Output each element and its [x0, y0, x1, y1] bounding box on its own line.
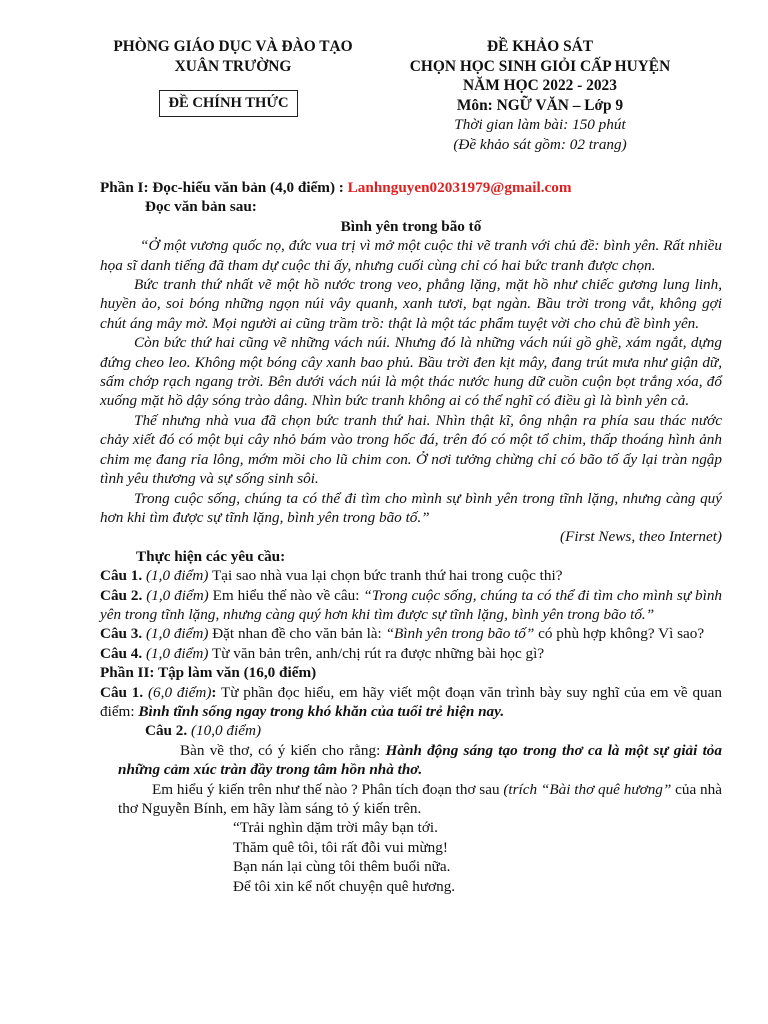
school-year: NĂM HỌC 2022 - 2023	[463, 77, 617, 94]
poem-excerpt	[100, 818, 722, 896]
essay-question-1-colon: :	[211, 683, 217, 701]
essay-question-2-source: (trích “Bài thơ quê hương”	[503, 780, 672, 798]
question-1-text: Tại sao nhà vua lại chọn bức tranh thứ hai trong cuộc thi?	[211, 567, 563, 585]
essay-question-1-label: Câu 1.	[100, 683, 144, 701]
question-1-label: Câu 1.	[100, 567, 143, 585]
story-paragraph-2: Bức tranh thứ nhất vẽ một hồ nước trong veo, phẳng lặng, mặt hồ như chiếc gương lung linh, huyền ảo, soi bóng những ngọn núi vây quanh, xanh tươi, bạt ngàn. Bầu trời trong vắt, không gợi chút áng mây mờ. Mọi người ai cũng trầm trồ: thật là một tác phẩm tuyệt vời cho chủ đề bình yên.	[100, 276, 722, 332]
question-4-points: (1,0 điểm)	[146, 644, 209, 662]
author-email: Lanhnguyen02031979@gmail.com	[347, 179, 572, 196]
exam-info-block	[384, 37, 696, 154]
story-source: (First News, theo Internet)	[560, 528, 722, 546]
question-1	[100, 566, 722, 585]
poem-line-3: Bạn nán lại cùng tôi thêm buổi nữa.	[233, 858, 451, 876]
question-4-text: Từ văn bản trên, anh/chị rút ra được những bài học gì?	[211, 644, 545, 662]
question-2-quote: “Trong cuộc sống, chúng ta có thể đi tìm cho mình sự bình yên trong tĩnh lặng, nhưng càng quý hơn khi tìm được sự tĩnh lặng, bình yên trong bão tố.”	[100, 586, 723, 623]
question-2-label: Câu 2.	[100, 586, 143, 604]
question-2	[100, 586, 722, 625]
essay-question-2-points: (10,0 điểm)	[191, 722, 262, 740]
story-title: Bình yên trong bão tố	[340, 217, 482, 235]
issuer-line-1: PHÒNG GIÁO DỤC VÀ ĐÀO TẠO	[113, 38, 353, 55]
essay-question-2-label: Câu 2.	[145, 722, 188, 740]
subject-grade: Môn: NGỮ VĂN – Lớp 9	[456, 96, 624, 114]
issuer-block	[100, 37, 366, 76]
essay-question-2-intro: Bàn về thơ, có ý kiến cho rằng:	[180, 741, 386, 759]
essay-question-1-emphasis: Bình tĩnh sống ngay trong khó khăn của tuổi trẻ hiện nay.	[138, 702, 505, 720]
part1-heading-line	[100, 178, 722, 197]
poem-line-4: Để tôi xin kể nốt chuyện quê hương.	[233, 877, 456, 895]
tasks-heading: Thực hiện các yêu cầu:	[136, 547, 286, 565]
poem-line-2: Thăm quê tôi, tôi rất đỗi vui mừng!	[233, 838, 448, 856]
essay-question-1-text: Từ phần đọc hiểu, em hãy viết một đoạn văn trình bày suy nghĩ của em về quan điểm:	[100, 683, 722, 720]
essay-question-2-claim	[100, 741, 722, 780]
essay-question-1-points: (6,0 điểm)	[148, 683, 212, 701]
question-2-points: (1,0 điểm)	[146, 586, 209, 604]
essay-question-2-task-end: của nhà thơ Nguyễn Bính, em hãy làm sáng tỏ ý kiến trên.	[118, 780, 722, 817]
part1-heading: Phần I: Đọc-hiểu văn bản (4,0 điểm) :	[100, 179, 348, 196]
question-4-label: Câu 4.	[100, 644, 143, 662]
exam-subtitle: CHỌN HỌC SINH GIỎI CẤP HUYỆN	[409, 57, 671, 75]
exam-body	[100, 178, 722, 896]
part2-heading: Phần II: Tập làm văn (16,0 điểm)	[100, 664, 317, 682]
essay-question-2-task	[100, 780, 722, 819]
story-paragraph-4: Thế nhưng nhà vua đã chọn bức tranh thứ hai. Nhìn thật kĩ, ông nhận ra phía sau thác nước chảy xiết đó có một bụi cây nhỏ bám vào trong hốc đá, trên đó có một tổ chim, thấp thoáng hình ảnh chim mẹ đang rỉa lông, mớm mồi cho lũ chim con. Ở nơi tưởng chừng chỉ có bão tố ấy lại tràn ngập tình yêu thương và sự sống sinh sôi.	[100, 411, 722, 488]
question-3-quote: “Bình yên trong bão tố”	[385, 625, 535, 643]
time-allowed: Thời gian làm bài: 150 phút	[454, 116, 626, 133]
essay-question-2-quote: Hành động sáng tạo trong thơ ca là một sự giải tỏa những cảm xúc tràn đầy trong tâm hồn nhà thơ.	[118, 741, 722, 779]
issuer-line-2: XUÂN TRƯỜNG	[174, 57, 292, 75]
question-2-text: Em hiểu thế nào về câu:	[212, 586, 364, 604]
question-3-text-after: có phù hợp không? Vì sao?	[534, 625, 705, 643]
reading-instruction: Đọc văn bản sau:	[145, 198, 257, 216]
exam-title: ĐỀ KHẢO SÁT	[486, 38, 594, 55]
essay-question-2-heading	[100, 721, 722, 740]
question-1-points: (1,0 điểm)	[146, 567, 209, 585]
essay-question-2-task-text: Em hiểu ý kiến trên như thế nào ? Phân tích đoạn thơ sau	[152, 780, 504, 798]
page-count-note: (Đề khảo sát gồm: 02 trang)	[453, 135, 627, 153]
question-3	[100, 624, 722, 643]
story-paragraph-1: “Ở một vương quốc nọ, đức vua trị vì mở một cuộc thi vẽ tranh với chủ đề: bình yên. Rất nhiều họa sĩ danh tiếng đã tham dự cuộc thi ấy, nhưng cuối cùng chỉ có hai bức tranh được chọn.	[100, 237, 722, 274]
poem-line-1: “Trải nghìn dặm trời mây bạn tới.	[233, 819, 438, 837]
question-3-label: Câu 3.	[100, 625, 143, 643]
question-3-points: (1,0 điểm)	[146, 625, 209, 643]
official-stamp-box: ĐỀ CHÍNH THỨC	[159, 90, 298, 117]
essay-question-1	[100, 683, 722, 722]
story-paragraph-3: Còn bức thứ hai cũng vẽ những vách núi. Nhưng đó là những vách núi gồ ghề, xám ngắt, dựng đứng cheo leo. Không một bóng cây xanh bao phủ. Bầu trời đen kịt mây, đang trút mưa như giận dữ, sấm chớp rạch ngang trời. Bên dưới vách núi là một thác nước hung dữ cuồn cuộn bọt trắng xóa, đổ xuống mặt hồ dậy sóng trào dâng. Nhìn bức tranh không ai có thể nghĩ có điều gì là bình yên cả.	[100, 334, 722, 410]
story-paragraph-5: Trong cuộc sống, chúng ta có thể đi tìm cho mình sự bình yên trong tĩnh lặng, nhưng càng quý hơn khi tìm được sự tĩnh lặng, bình yên trong bão tố.”	[100, 489, 722, 526]
question-4	[100, 644, 722, 663]
question-3-text: Đặt nhan đề cho văn bản là:	[212, 625, 386, 643]
